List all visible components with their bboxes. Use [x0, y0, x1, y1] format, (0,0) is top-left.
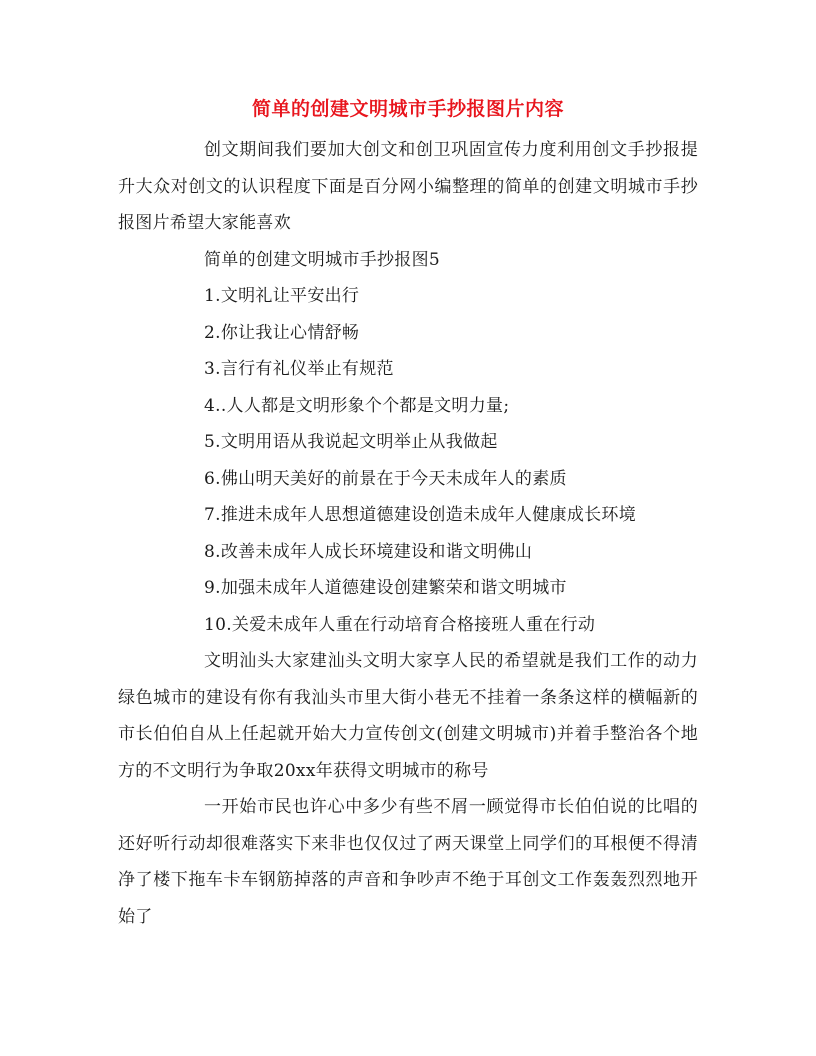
body-paragraph: 文明汕头大家建汕头文明大家享人民的希望就是我们工作的动力绿色城市的建设有你有我汕头市里大街小巷无不挂着一条条这样的横幅新的市长伯伯自从上任起就开始大力宣传创文(创建文明城市)并着手整治各个地方的不文明行为争取20xx年获得文明城市的称号	[118, 651, 698, 781]
slogan-item: 3.言行有礼仪举止有规范	[204, 359, 394, 379]
document-body	[118, 132, 698, 935]
body-paragraph: 一开始市民也许心中多少有些不屑一顾觉得市长伯伯说的比唱的还好听行动却很难落实下来非也仅仅过了两天课堂上同学们的耳根便不得清净了楼下拖车卡车钢筋掉落的声音和争吵声不绝于耳创文工作轰轰烈烈地开始了	[118, 797, 698, 927]
subheading: 简单的创建文明城市手抄报图5	[204, 249, 441, 270]
slogan-item: 2.你让我让心情舒畅	[204, 322, 360, 343]
slogan-item: 1.文明礼让平安出行	[204, 286, 360, 306]
slogan-item: 8.改善未成年人成长环境建设和谐文明佛山	[204, 541, 533, 562]
slogan-item: 4..人人都是文明形象个个都是文明力量;	[204, 395, 510, 416]
slogan-item: 7.推进未成年人思想道德建设创造未成年人健康成长环境	[204, 505, 637, 525]
slogan-item: 5.文明用语从我说起文明举止从我做起	[204, 432, 498, 452]
intro-paragraph: 创文期间我们要加大创文和创卫巩固宣传力度利用创文手抄报提升大众对创文的认识程度下面是百分网小编整理的简单的创建文明城市手抄报图片希望大家能喜欢	[118, 140, 698, 233]
slogan-item: 6.佛山明天美好的前景在于今天未成年人的素质	[204, 468, 567, 489]
slogan-item: 9.加强未成年人道德建设创建繁荣和谐文明城市	[204, 578, 567, 598]
document-title: 简单的创建文明城市手抄报图片内容	[251, 98, 564, 120]
slogan-item: 10.关爱未成年人重在行动培育合格接班人重在行动	[204, 614, 596, 635]
